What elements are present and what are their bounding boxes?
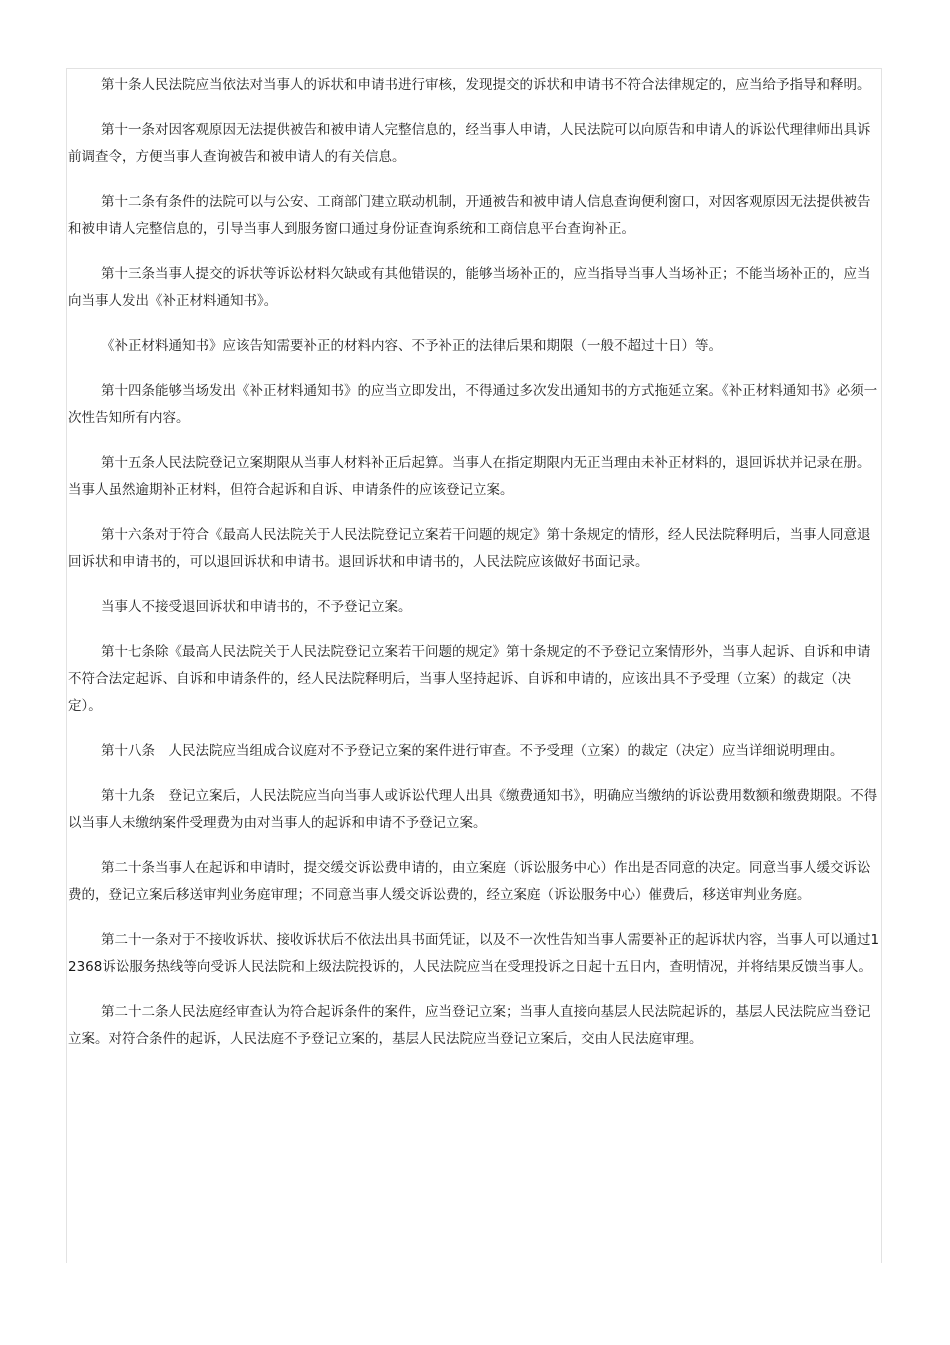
article-11: 第十一条对因客观原因无法提供被告和被申请人完整信息的，经当事人申请，人民法院可以向原告和申请人的诉讼代理律师出具诉前调查令，方便当事人查询被告和被申请人的有关信息。 xyxy=(68,122,871,165)
article-14: 第十四条能够当场发出《补正材料通知书》的应当立即发出，不得通过多次发出通知书的方式拖延立案。《补正材料通知书》必须一次性告知所有内容。 xyxy=(68,383,878,426)
document-body xyxy=(68,72,880,1071)
article-21: 第二十一条对于不接收诉状、接收诉状后不依法出具书面凭证，以及不一次性告知当事人需要补正的起诉状内容，当事人可以通过12368诉讼服务热线等向受诉人民法院和上级法院投诉的，人民法院应当在受理投诉之日起十五日内，查明情况，并将结果反馈当事人。 xyxy=(68,932,880,975)
article-20: 第二十条当事人在起诉和申请时，提交缓交诉讼费申请的，由立案庭（诉讼服务中心）作出是否同意的决定。同意当事人缓交诉讼费的，登记立案后移送审判业务庭审理；不同意当事人缓交诉讼费的，经立案庭（诉讼服务中心）催费后，移送审判业务庭。 xyxy=(68,860,871,903)
article-16: 第十六条对于符合《最高人民法院关于人民法院登记立案若干问题的规定》第十条规定的情形，经人民法院释明后，当事人同意退回诉状和申请书的，可以退回诉状和申请书。退回诉状和申请书的，人民法院应该做好书面记录。 xyxy=(68,527,871,570)
article-19: 第十九条 登记立案后，人民法院应当向当事人或诉讼代理人出具《缴费通知书》，明确应当缴纳的诉讼费用数额和缴费期限。不得以当事人未缴纳案件受理费为由对当事人的起诉和申请不予登记立案。 xyxy=(68,788,878,831)
article-18: 第十八条 人民法院应当组成合议庭对不予登记立案的案件进行审查。不予受理（立案）的裁定（决定）应当详细说明理由。 xyxy=(101,743,844,759)
article-10: 第十条人民法院应当依法对当事人的诉状和申请书进行审核，发现提交的诉状和申请书不符合法律规定的，应当给予指导和释明。 xyxy=(101,77,871,93)
article-13: 第十三条当事人提交的诉状等诉讼材料欠缺或有其他错误的，能够当场补正的，应当指导当事人当场补正；不能当场补正的，应当向当事人发出《补正材料通知书》。 xyxy=(68,266,871,309)
article-22: 第二十二条人民法庭经审查认为符合起诉条件的案件，应当登记立案；当事人直接向基层人民法院起诉的，基层人民法院应当登记立案。对符合条件的起诉，人民法庭不予登记立案的，基层人民法院应当登记立案后，交由人民法庭审理。 xyxy=(68,1004,871,1047)
article-15: 第十五条人民法院登记立案期限从当事人材料补正后起算。当事人在指定期限内无正当理由未补正材料的，退回诉状并记录在册。当事人虽然逾期补正材料，但符合起诉和自诉、申请条件的应该登记立案。 xyxy=(68,455,871,498)
article-16-note: 当事人不接受退回诉状和申请书的，不予登记立案。 xyxy=(101,599,412,615)
article-13-note: 《补正材料通知书》应该告知需要补正的材料内容、不予补正的法律后果和期限（一般不超过十日）等。 xyxy=(101,338,722,354)
article-12: 第十二条有条件的法院可以与公安、工商部门建立联动机制，开通被告和被申请人信息查询便利窗口，对因客观原因无法提供被告和被申请人完整信息的，引导当事人到服务窗口通过身份证查询系统和工商信息平台查询补正。 xyxy=(68,194,871,237)
article-17: 第十七条除《最高人民法院关于人民法院登记立案若干问题的规定》第十条规定的不予登记立案情形外，当事人起诉、自诉和申请不符合法定起诉、自诉和申请条件的，经人民法院释明后，当事人坚持起诉、自诉和申请的，应该出具不予受理（立案）的裁定（决定）。 xyxy=(68,644,871,714)
